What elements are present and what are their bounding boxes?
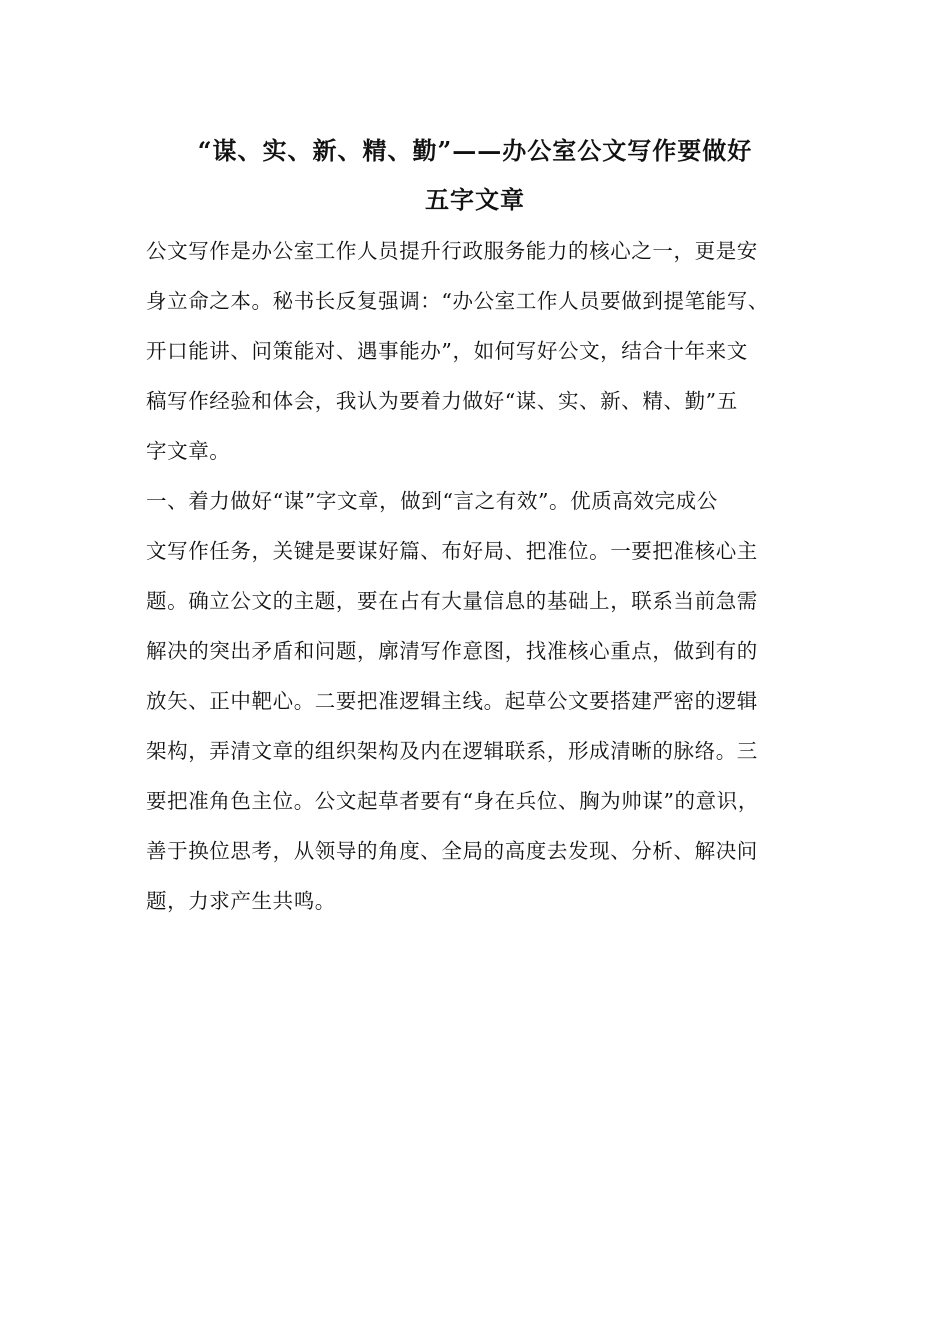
body-line: 稿写作经验和体会，我认为要着力做好“谋、实、新、精、勤”五 [146,389,738,413]
body-line: 身立命之本。秘书长反复强调：“办公室工作人员要做到提笔能写、 [146,289,769,313]
body-line: 开口能讲、问策能对、遇事能办”，如何写好公文，结合十年来文 [146,339,748,363]
body-line: 解决的突出矛盾和问题，廓清写作意图，找准核心重点，做到有的 [146,639,758,663]
body-line: 题，力求产生共鸣。 [146,889,336,913]
body-line: 字文章。 [146,439,231,463]
body-line: 放矢、正中靶心。二要把准逻辑主线。起草公文要搭建严密的逻辑 [146,689,758,713]
document-title-line-2: 五字文章 [425,185,525,214]
body-line: 公文写作是办公室工作人员提升行政服务能力的核心之一，更是安 [146,239,758,263]
body-line: 文写作任务，关键是要谋好篇、布好局、把准位。一要把准核心主 [146,539,758,563]
document-title-line-1: “谋、实、新、精、勤”——办公室公文写作要做好 [197,136,753,165]
body-line: 善于换位思考，从领导的角度、全局的高度去发现、分析、解决问 [146,839,758,863]
body-line: 架构，弄清文章的组织架构及内在逻辑联系，形成清晰的脉络。三 [146,739,758,763]
body-line: 题。确立公文的主题，要在占有大量信息的基础上，联系当前急需 [146,589,758,613]
body-line: 一、着力做好“谋”字文章，做到“言之有效”。优质高效完成公 [146,489,718,513]
body-line: 要把准角色主位。公文起草者要有“身在兵位、胸为帅谋”的意识， [146,789,759,813]
